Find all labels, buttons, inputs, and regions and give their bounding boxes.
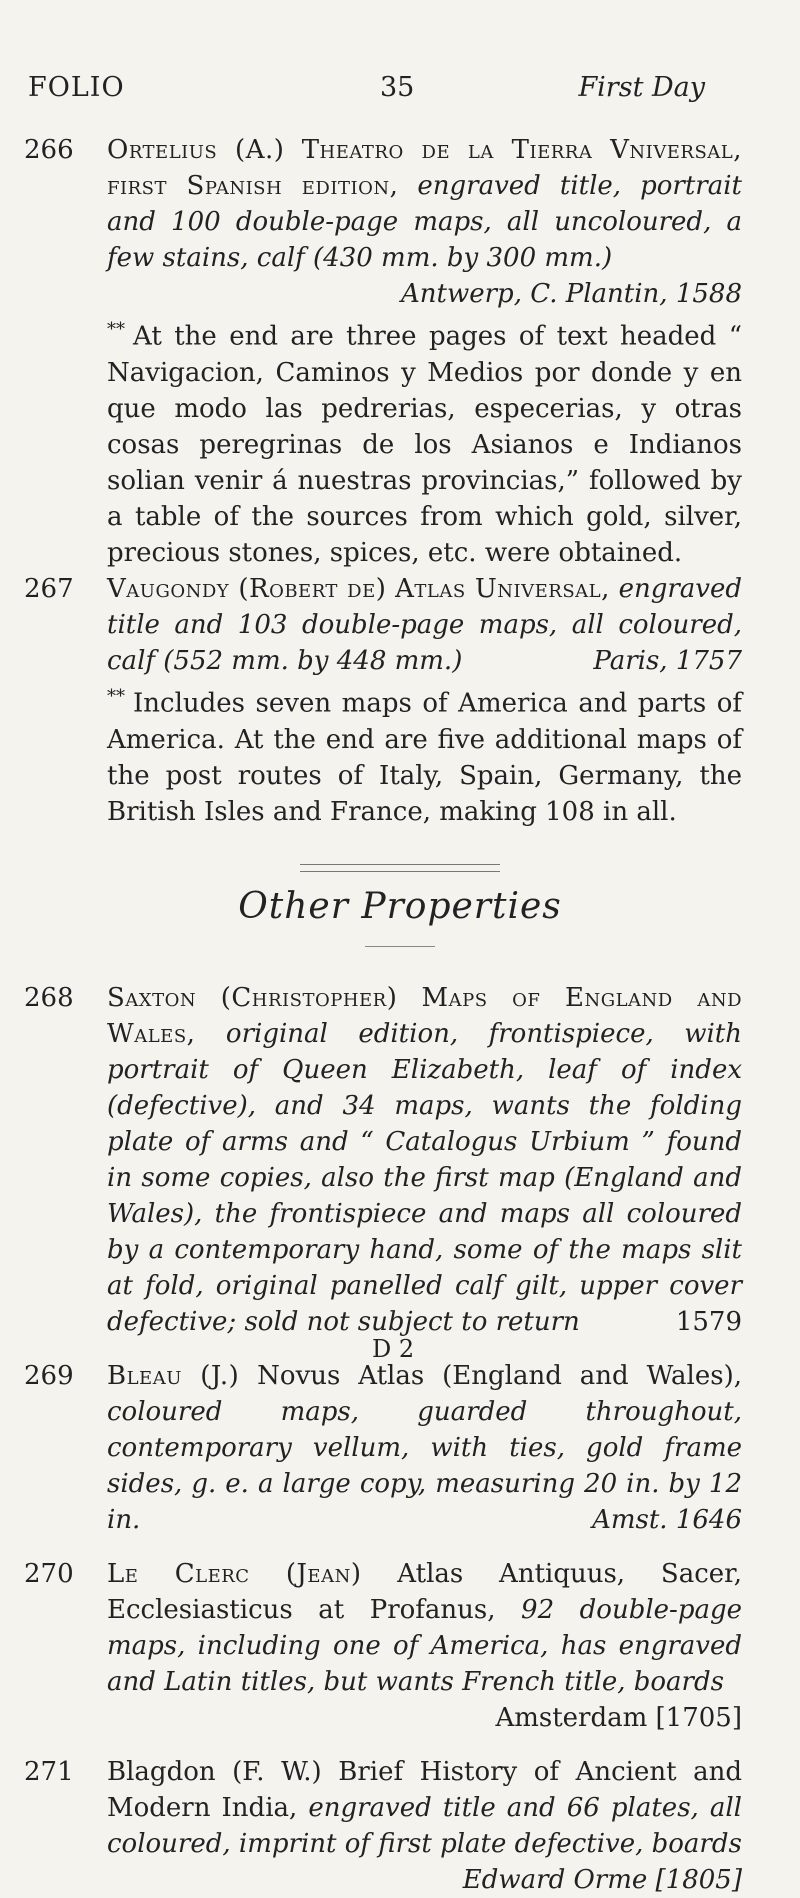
- section-title: Other Properties: [238, 886, 562, 927]
- lot-number: 267: [24, 574, 74, 604]
- lot-author: Bleau (J.): [107, 1361, 240, 1391]
- lot-description: [107, 1358, 742, 1538]
- lot-number: 269: [24, 1361, 74, 1391]
- running-title: First Day: [578, 72, 705, 103]
- note-asterism: **: [107, 319, 125, 340]
- lot-note: Includes seven maps of America and parts of America. At the end are five additional maps of the post routes of Italy, Spain, Germany, the British Isles and France, making 108 in all.: [107, 688, 742, 827]
- lot-title: Atlas Antiquus, Sacer, Ecclesiasticus at Profanus,: [107, 1559, 742, 1625]
- page-number: 35: [380, 72, 415, 103]
- folio-label: FOLIO: [28, 72, 125, 103]
- lot-author: Ortelius (A.): [107, 135, 285, 165]
- section-rule: [365, 946, 435, 947]
- lot-details: 92 double-page maps, including one of America, has engraved and Latin titles, but wants French title, boards: [107, 1595, 743, 1697]
- lot-author: Blagdon (F. W.): [107, 1757, 322, 1787]
- lot-title: Atlas Universal,: [395, 574, 610, 604]
- lot-details: original edition, frontispiece, with portrait of Queen Elizabeth, leaf of index (defective), and 34 maps, wants the folding plate of arms and “ Catalogus Urbium ” found in some copies, also the first map (England and Wales), the frontispiece and maps all coloured by a contemporary hand, some of the maps slit at fold, original panelled calf gilt, upper cover defective; sold not subject to return: [107, 1019, 742, 1337]
- lot-details: engraved title and 103 double-page maps, all coloured, calf (552 mm. by 448 mm.): [107, 574, 743, 676]
- lot-number: 271: [24, 1757, 74, 1787]
- lot-details: coloured maps, guarded throughout, contemporary vellum, with ties, gold frame sides, g. e. a large copy, measuring 20 in. by 12 in.: [107, 1397, 742, 1535]
- lot-number: 268: [24, 983, 74, 1013]
- lot-description: [107, 1556, 742, 1736]
- lot-author: Vaugondy (Robert de): [107, 574, 387, 604]
- lot-description: [107, 132, 742, 571]
- lot-imprint: Antwerp, C. Plantin, 1588: [401, 279, 742, 309]
- lot-description: [107, 1754, 742, 1898]
- lot-imprint: Amsterdam [1705]: [495, 1703, 742, 1733]
- lot-imprint: Paris, 1757: [593, 646, 742, 676]
- lot-number: 266: [24, 135, 74, 165]
- lot-details: engraved title, portrait and 100 double-page maps, all uncoloured, a few stains, calf (430 mm. by 300 mm.): [107, 171, 742, 273]
- lot-author: Saxton (Christopher): [107, 983, 398, 1013]
- page-header: [0, 72, 800, 112]
- lot-imprint: Edward Orme [1805]: [462, 1865, 742, 1895]
- lot-number: 270: [24, 1559, 74, 1589]
- lot-note: At the end are three pages of text headed “ Navigacion, Caminos y Medios por donde y en que modo las pedrerias, especerias, y otras cosas peregrinas de los Asianos e Indianos solian venir á nuestras provincias,” followed by a table of the sources from which gold, silver, precious stones, spices, etc. were obtained.: [107, 321, 742, 568]
- lot-details: engraved title and 66 plates, all coloured, imprint of first plate defective, boards: [107, 1793, 742, 1859]
- lot-title: Maps of England and Wales,: [107, 983, 743, 1049]
- lot-imprint: Amst. 1646: [592, 1505, 742, 1535]
- lot-author: Le Clerc (Jean): [107, 1559, 362, 1589]
- note-asterism: **: [107, 686, 125, 707]
- lot-title: Novus Atlas (England and Wales),: [257, 1361, 742, 1391]
- section-divider: [300, 864, 500, 872]
- lot-description: [107, 571, 742, 830]
- lot-title: Brief History of Ancient and Modern India,: [107, 1757, 743, 1823]
- lot-title: Theatro de la Tierra Vniversal, first Spanish edition,: [107, 135, 743, 201]
- lot-imprint: 1579: [675, 1307, 742, 1337]
- signature-mark: D 2: [372, 1335, 415, 1363]
- lot-description: [107, 980, 742, 1340]
